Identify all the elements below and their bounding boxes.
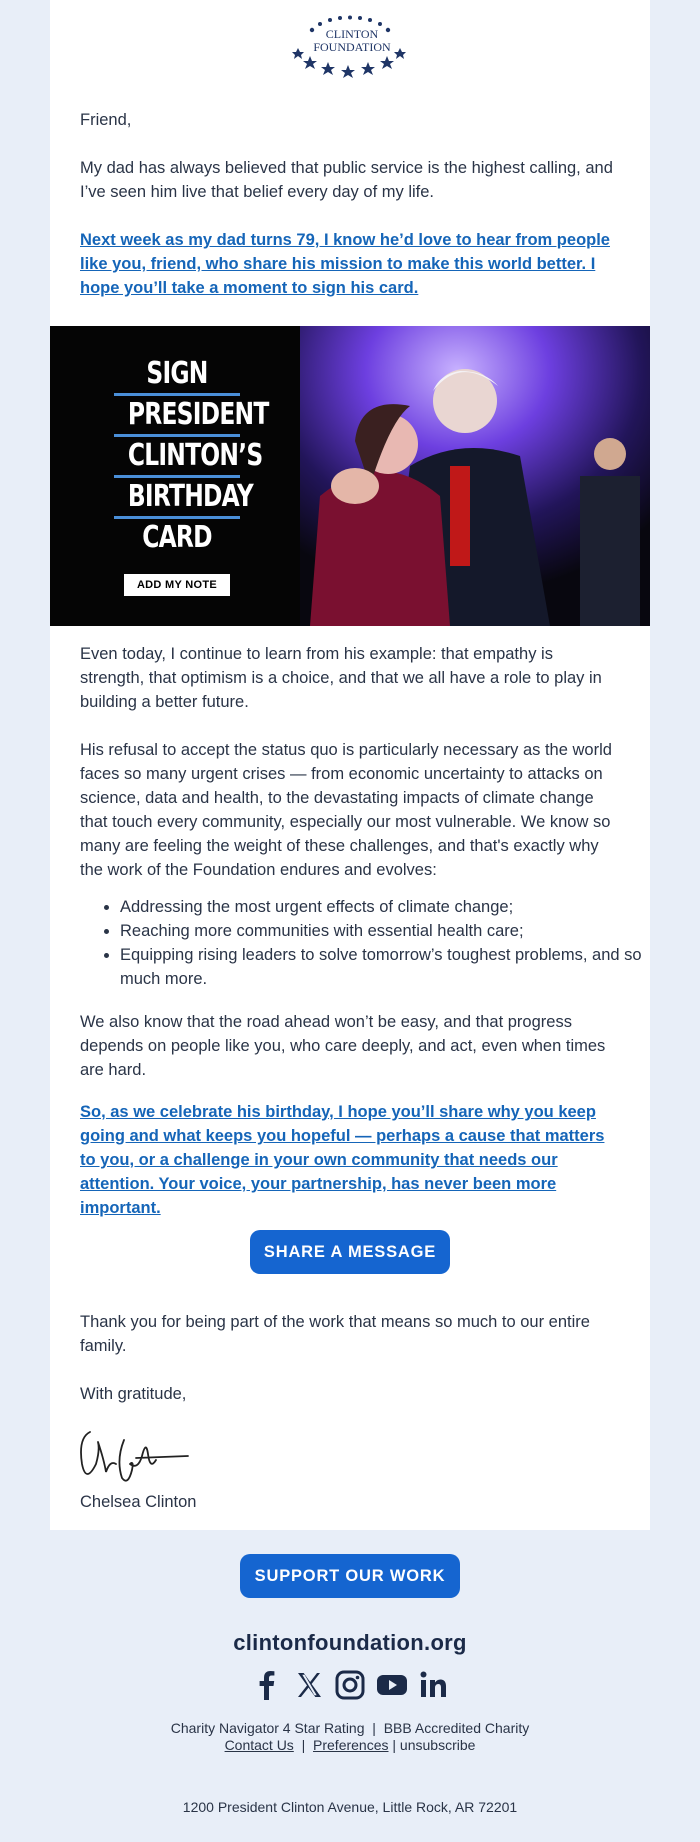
banner-rule (114, 516, 240, 519)
share-message-link[interactable]: So, as we celebrate his birthday, I hope you’ll share why you keep going and what keeps you hopeful — perhaps a cause that matters to you, or a challenge in your own community that needs our attention. Your voice, your partnership, has never been more important. (80, 1103, 605, 1217)
address: 1200 President Clinton Avenue, Little Rock, AR 72201 (182, 1799, 518, 1815)
priorities-list (80, 895, 660, 991)
social-links (250, 1665, 450, 1705)
list-item: • Reaching more communities with essential health care; (120, 919, 660, 943)
linkedin-icon[interactable] (416, 1668, 450, 1702)
paragraph-road-ahead: We also know that the road ahead won’t be easy, and that progress depends on people like you, who care deeply, and act, even when times are hard. (80, 1013, 606, 1079)
banner-title-line-3: CLINTON’S (127, 438, 263, 473)
preferences-link[interactable]: Preferences (313, 1737, 389, 1753)
sign-card-link[interactable]: Next week as my dad turns 79, I know he’d love to hear from people like you, friend, who share his mission to make this world better. I hope you’ll take a moment to sign his card. (80, 231, 610, 297)
paragraph-thank-you: Thank you for being part of the work that means so much to our entire family. (80, 1313, 590, 1355)
banner-title (114, 356, 269, 556)
support-our-work-button[interactable]: SUPPORT OUR WORK (240, 1554, 460, 1598)
banner-rule (114, 434, 240, 437)
clinton-foundation-logo[interactable] (290, 12, 410, 84)
logo-text-clinton: CLINTON (325, 27, 379, 41)
facebook-icon[interactable] (250, 1668, 284, 1702)
banner-rule (114, 475, 240, 478)
ratings-line (0, 1720, 700, 1736)
add-my-note-button[interactable]: ADD MY NOTE (124, 574, 230, 596)
rating-text: Charity Navigator 4 Star Rating (170, 1720, 365, 1736)
banner-title-line-5: CARD (142, 520, 212, 555)
banner-rule (114, 393, 240, 396)
paragraph-empathy: Even today, I continue to learn from his example: that empathy is strength, that optimism is a choice, and that we all have a role to play in building a better future. (80, 645, 602, 711)
instagram-icon[interactable] (333, 1668, 367, 1702)
site-link[interactable]: clintonfoundation.org (233, 1630, 467, 1655)
logo-text-foundation: FOUNDATION (313, 40, 391, 54)
unsubscribe-link[interactable]: unsubscribe (399, 1737, 476, 1753)
list-item: • Addressing the most urgent effects of climate change; (120, 895, 660, 919)
signature-image (76, 1420, 216, 1490)
separator: | (392, 1737, 397, 1753)
x-icon[interactable] (292, 1668, 326, 1702)
share-message-button[interactable]: SHARE A MESSAGE (250, 1230, 450, 1274)
paragraph-status-quo: His refusal to accept the status quo is particularly necessary as the world faces so many urgent crises — from economic uncertainty to attacks on science, data and health, to the devastating impacts of climate change that touch every community, especially our most vulnerable. We know so many are feeling the weight of these challenges, and that's exactly why the work of the Foundation endures and evolves: (80, 741, 612, 879)
closing: With gratitude, (80, 1385, 187, 1403)
banner-title-line-2: PRESIDENT (127, 397, 269, 432)
footer-links (0, 1737, 700, 1753)
contact-us-link[interactable]: Contact Us (224, 1737, 294, 1753)
greeting: Friend, (80, 111, 132, 129)
intro-paragraph: My dad has always believed that public service is the highest calling, and I’ve seen him live that belief every day of my life. (80, 159, 613, 201)
signer-name: Chelsea Clinton (80, 1493, 197, 1511)
separator: | (301, 1737, 306, 1753)
banner-title-line-1: SIGN (146, 356, 208, 391)
birthday-card-banner[interactable] (50, 326, 650, 626)
youtube-icon[interactable] (375, 1668, 409, 1702)
separator: | (372, 1720, 376, 1736)
bbb-text: BBB Accredited Charity (383, 1720, 530, 1736)
clinton-photo (300, 326, 650, 626)
list-item: • Equipping rising leaders to solve tomorrow’s toughest problems, and so much more. (120, 943, 660, 991)
email-card (50, 0, 650, 1530)
banner-title-line-4: BIRTHDAY (127, 479, 253, 514)
